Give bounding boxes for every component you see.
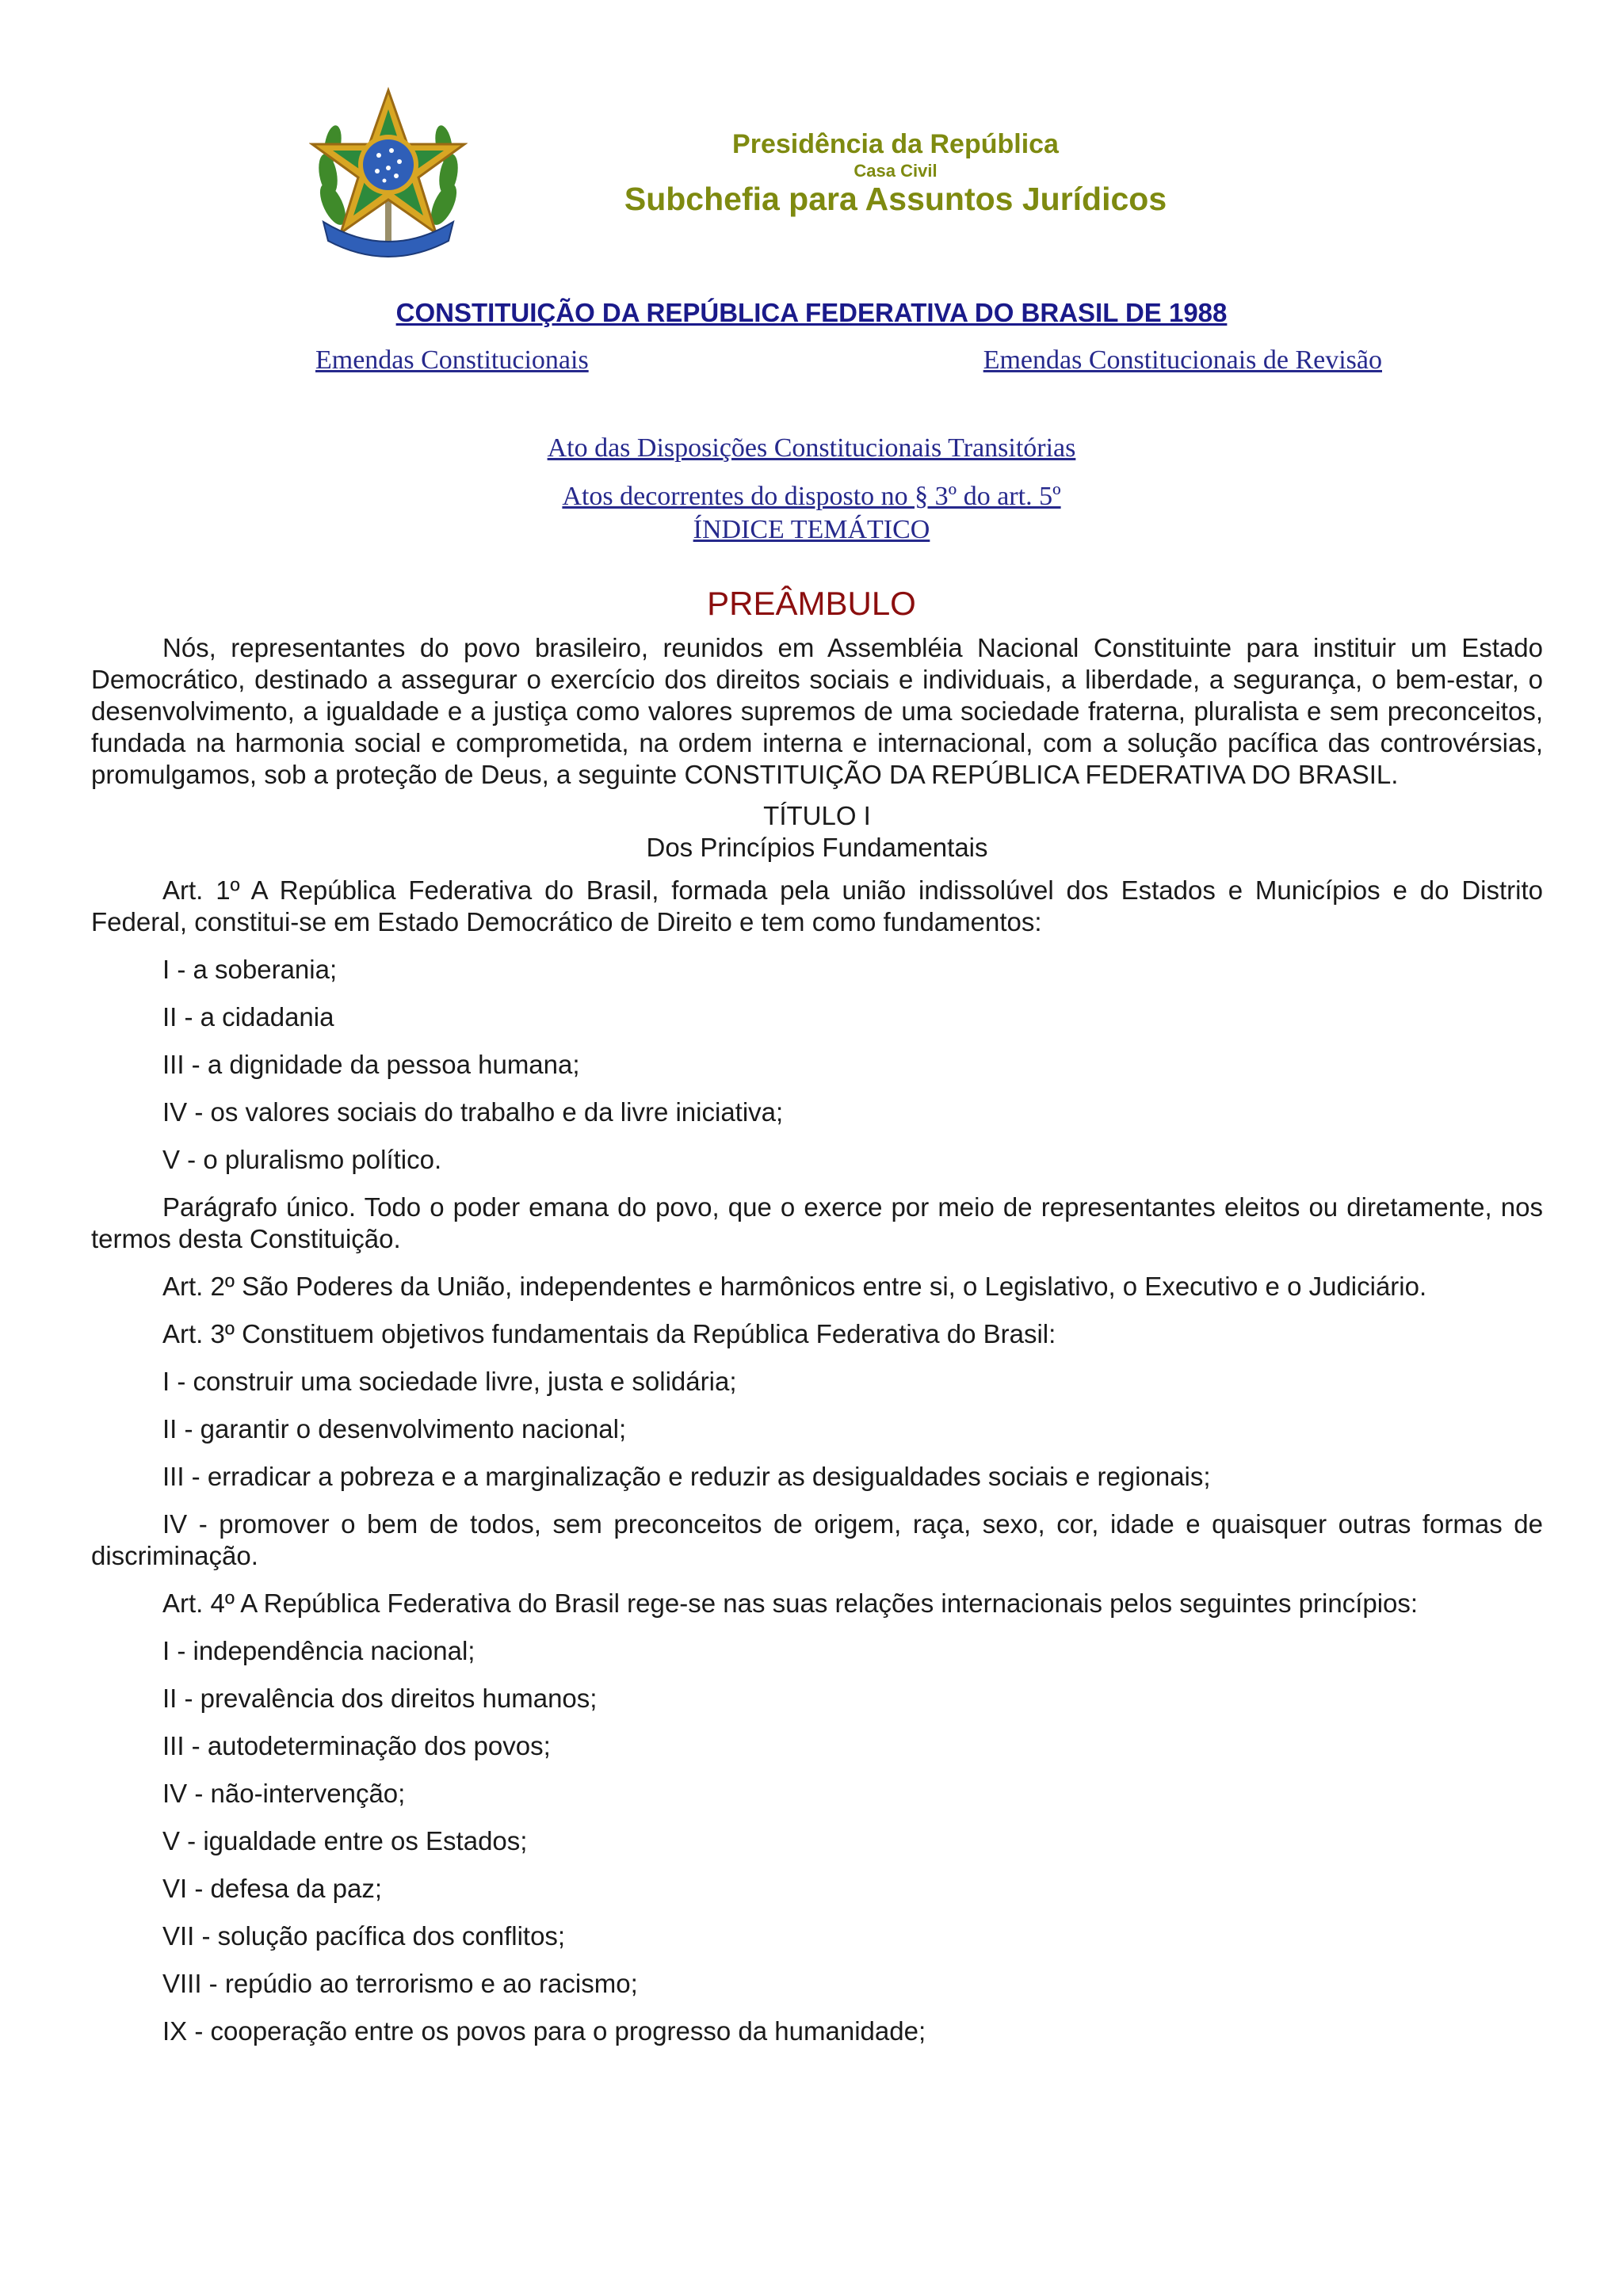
preambulo-heading: PREÂMBULO [707,585,916,622]
titulo-i-heading: TÍTULO I [763,801,871,830]
art1-item: IV - os valores sociais do trabalho e da livre iniciativa; [162,1097,784,1127]
art4-text: Art. 4º A República Federativa do Brasil rege-se nas suas relações internacionais pelos seguintes princípios: [162,1589,1419,1618]
header-presidencia: Presidência da República [732,129,1059,159]
art4-item: VIII - repúdio ao terrorismo e ao racismo; [162,1969,638,1998]
art2-text: Art. 2º São Poderes da União, independentes e harmônicos entre si, o Legislativo, o Executivo e o Judiciário. [162,1272,1427,1301]
art3-item: I - construir uma sociedade livre, justa e solidária; [162,1367,737,1396]
art4-item: III - autodeterminação dos povos; [162,1731,551,1760]
art4-item: V - igualdade entre os Estados; [162,1826,528,1855]
art1-item: II - a cidadania [162,1002,334,1032]
seal-disc [363,139,414,190]
emendas-revisao-link[interactable]: Emendas Constitucionais de Revisão [983,345,1382,375]
art4-item: VI - defesa da paz; [162,1874,383,1903]
art3-item: III - erradicar a pobreza e a marginalização e reduzir as desigualdades sociais e regionais; [162,1462,1211,1491]
art1-paragrafo-unico: Parágrafo único. Todo o poder emana do povo, que o exerce por meio de representantes eleitos ou diretamente, nos termos desta Constituição. [91,1192,1543,1253]
wreath-right [426,124,461,229]
emendas-constitucionais-link[interactable]: Emendas Constitucionais [315,345,589,375]
art4-item: VII - solução pacífica dos conflitos; [162,1921,566,1951]
art3-text: Art. 3º Constituem objetivos fundamentais da República Federativa do Brasil: [162,1319,1056,1348]
art3-item: IV - promover o bem de todos, sem preconceitos de origem, raça, sexo, cor, idade e quaisquer outras formas de discriminação. [91,1509,1543,1570]
header-casa-civil: Casa Civil [854,161,938,181]
atos-link [0,482,1623,512]
art1-item: V - o pluralismo político. [162,1145,442,1174]
header-subchefia: Subchefia para Assuntos Jurídicos [624,181,1167,217]
titulo-heading-block [91,800,1543,864]
atos-link-text[interactable]: Atos decorrentes do disposto no § 3º do art. 5º [562,482,1061,511]
brazil-coat-of-arms-icon [309,86,468,264]
art4-item: IV - não-intervenção; [162,1779,406,1808]
art4-item: I - independência nacional; [162,1636,475,1665]
art1-item: III - a dignidade da pessoa humana; [162,1050,580,1079]
art3-item: II - garantir o desenvolvimento nacional; [162,1414,627,1444]
adct-link-text[interactable]: Ato das Disposições Constitucionais Transitórias [547,433,1076,463]
indice-tematico-link [0,515,1623,545]
art4-item: II - prevalência dos direitos humanos; [162,1684,598,1713]
document-body [91,632,1543,2047]
art4-item: IX - cooperação entre os povos para o progresso da humanidade; [162,2016,926,2046]
preambulo-text: Nós, representantes do povo brasileiro, reunidos em Assembléia Nacional Constituinte para instituir um Estado Democrático, destinado a assegurar o exercício dos direitos sociais e individuais, a liberdade, a segurança, o bem-estar, o desenvolvimento, a igualdade e a justiça como valores supremos de uma sociedade fraterna, pluralista e sem preconceitos, fundada na harmonia social e comprometida, na ordem interna e internacional, com a solução pacífica das controvérsias, promulgamos, sob a proteção de Deus, a seguinte CONSTITUIÇÃO DA REPÚBLICA FEDERATIVA DO BRASIL. [91,633,1543,789]
wreath-left [315,124,350,229]
indice-link-text[interactable]: ÍNDICE TEMÁTICO [693,515,930,544]
adct-link [0,433,1623,463]
art1-item: I - a soberania; [162,955,338,984]
constitution-title-link[interactable]: CONSTITUIÇÃO DA REPÚBLICA FEDERATIVA DO BRASIL DE 1988 [395,298,1228,327]
art1-text: Art. 1º A República Federativa do Brasil, formada pela união indissolúvel dos Estados e Municípios e do Distrito Federal, constitui-se em Estado Democrático de Direito e tem como fundamentos: [91,875,1543,936]
titulo-i-subheading: Dos Princípios Fundamentais [646,833,988,862]
